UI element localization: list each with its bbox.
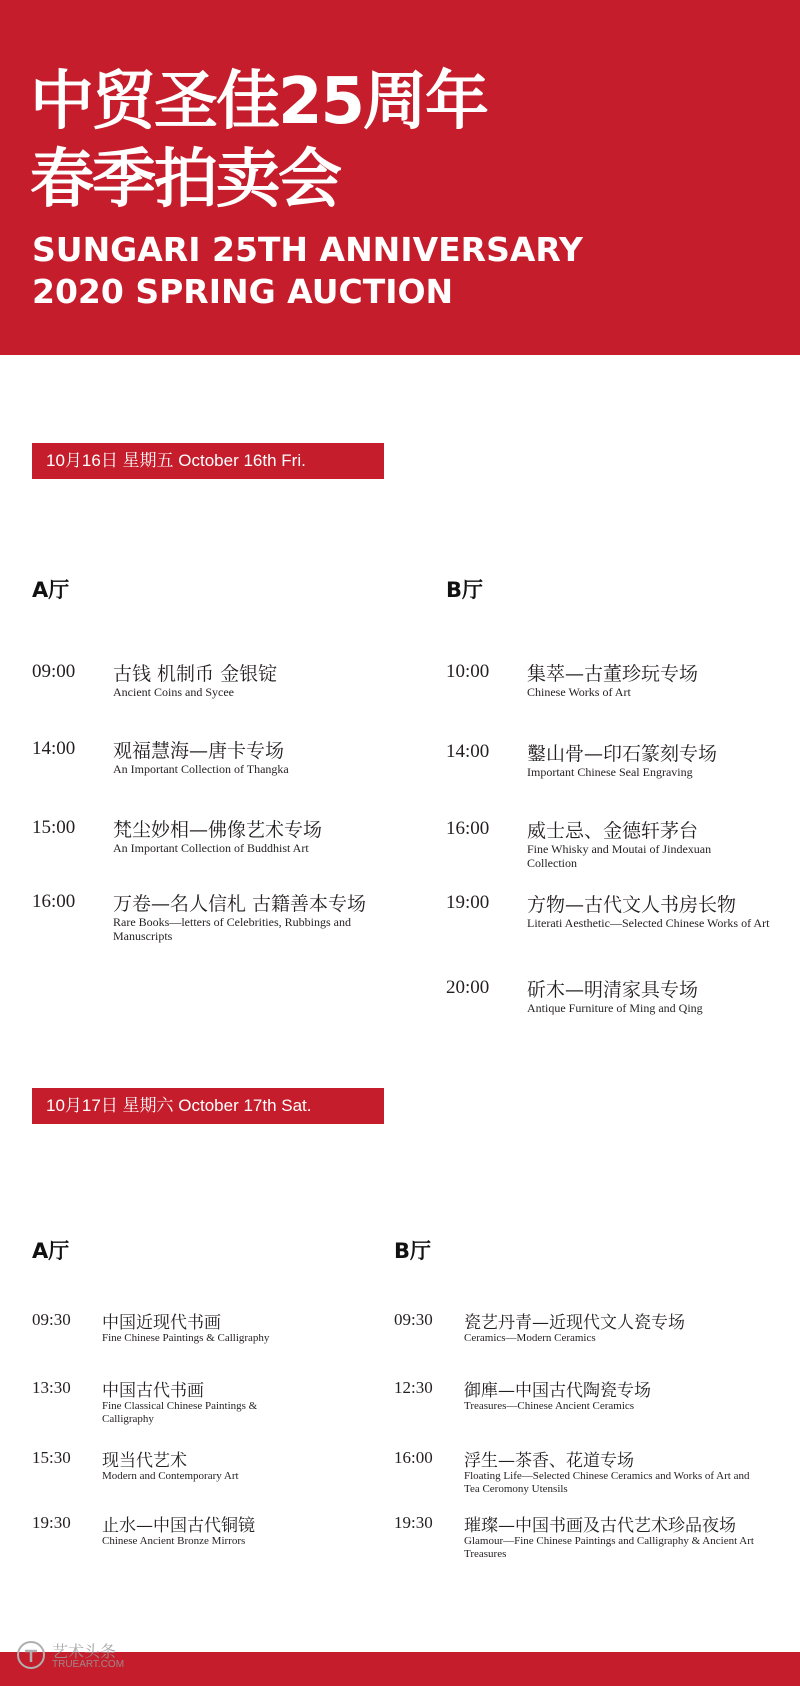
session-title-en: Floating Life—Selected Chinese Ceramics and Works of Art and Tea Ceromony Utensils <box>464 1470 750 1495</box>
session-title-en: Ceramics—Modern Ceramics <box>464 1332 596 1344</box>
watermark-text-cn: 艺术头条 <box>52 1642 117 1661</box>
session-time: 14:00 <box>446 741 490 762</box>
session-title-en: Fine Chinese Paintings & Calligraphy <box>102 1332 270 1344</box>
session-title-en: Glamour—Fine Chinese Paintings and Calligraphy & Ancient Art Treasures <box>464 1535 754 1560</box>
session-title-cn: 御㢑—中国古代陶瓷专场 <box>464 1381 651 1401</box>
session-title-en: Antique Furniture of Ming and Qing <box>527 1001 703 1015</box>
title-chinese-line1: 中贸圣佳25周年 <box>30 65 488 139</box>
date-tag-day2: 10月17日 星期六 October 17th Sat. <box>32 1088 384 1124</box>
session-title-cn: 梵尘妙相—佛像艺术专场 <box>113 819 323 841</box>
session-time: 13:30 <box>32 1378 71 1397</box>
session-title-en: An Important Collection of Buddhist Art <box>113 841 309 855</box>
session-title-cn: 璀璨—中国书画及古代艺术珍品夜场 <box>464 1516 736 1536</box>
session-title-cn: 古钱 机制币 金银锭 <box>113 663 278 685</box>
session-title-en: Chinese Ancient Bronze Mirrors <box>102 1535 246 1547</box>
title-english-line2: 2020 SPRING AUCTION <box>32 272 454 311</box>
session-title-en: Fine Classical Chinese Paintings & Calligraphy <box>102 1400 258 1425</box>
session-title-en: Fine Whisky and Moutai of Jindexuan Collection <box>527 842 712 870</box>
header-banner <box>0 0 800 355</box>
date-tag-day1: 10月16日 星期五 October 16th Fri. <box>32 443 384 479</box>
hall-a-label-day2: A厅 <box>32 1239 70 1263</box>
trueart-logo-icon <box>16 1640 46 1670</box>
session-title-en: Ancient Coins and Sycee <box>113 685 234 699</box>
session-title-cn: 止水—中国古代铜镜 <box>102 1516 255 1536</box>
session-title-cn: 方物—古代文人书房长物 <box>527 894 737 916</box>
session-time: 12:30 <box>394 1378 433 1397</box>
title-chinese-line2: 春季拍卖会 <box>30 143 340 217</box>
hall-a-label-day1: A厅 <box>32 578 70 602</box>
session-title-cn: 集萃—古董珍玩专场 <box>527 663 699 685</box>
watermark <box>16 1636 136 1676</box>
session-title-cn: 观福慧海—唐卡专场 <box>113 740 285 762</box>
session-title-en: Treasures—Chinese Ancient Ceramics <box>464 1400 635 1412</box>
title-english-line1: SUNGARI 25TH ANNIVERSARY <box>32 230 583 269</box>
session-title-cn: 威士忌、金德轩茅台 <box>527 820 699 842</box>
session-time: 09:30 <box>32 1310 71 1329</box>
hall-b-label-day2: B厅 <box>394 1239 432 1263</box>
session-time: 19:30 <box>32 1513 71 1532</box>
session-title-en: Modern and Contemporary Art <box>102 1470 239 1482</box>
session-time: 15:30 <box>32 1448 71 1467</box>
watermark-text-en: TRUEART.COM <box>52 1659 125 1670</box>
session-title-cn: 瓷艺丹青—近现代文人瓷专场 <box>464 1313 685 1333</box>
session-time: 20:00 <box>446 977 490 998</box>
session-time: 16:00 <box>32 891 76 912</box>
session-title-en: Important Chinese Seal Engraving <box>527 765 693 779</box>
session-time: 16:00 <box>446 818 490 839</box>
session-title-en: Chinese Works of Art <box>527 685 631 699</box>
session-title-cn: 浮生—茶香、花道专场 <box>464 1451 634 1471</box>
session-title-cn: 万卷—名人信札 古籍善本专场 <box>113 893 367 915</box>
session-title-en: An Important Collection of Thangka <box>113 762 289 776</box>
session-title-cn: 斫木—明清家具专场 <box>527 979 699 1001</box>
session-time: 09:30 <box>394 1310 433 1329</box>
session-time: 16:00 <box>394 1448 433 1467</box>
session-title-cn: 鑿山骨—印石篆刻专场 <box>527 743 718 765</box>
session-title-en: Rare Books—letters of Celebrities, Rubbings and Manuscripts <box>113 915 351 943</box>
session-title-cn: 中国近现代书画 <box>102 1313 221 1333</box>
session-time: 19:30 <box>394 1513 433 1532</box>
session-title-cn: 中国古代书画 <box>102 1381 204 1401</box>
session-time: 09:00 <box>32 661 76 682</box>
session-title-en: Literati Aesthetic—Selected Chinese Works of Art <box>527 916 770 930</box>
session-time: 15:00 <box>32 817 76 838</box>
session-time: 14:00 <box>32 738 76 759</box>
session-time: 10:00 <box>446 661 490 682</box>
hall-b-label-day1: B厅 <box>446 578 484 602</box>
session-time: 19:00 <box>446 892 490 913</box>
session-title-cn: 现当代艺术 <box>102 1451 187 1471</box>
